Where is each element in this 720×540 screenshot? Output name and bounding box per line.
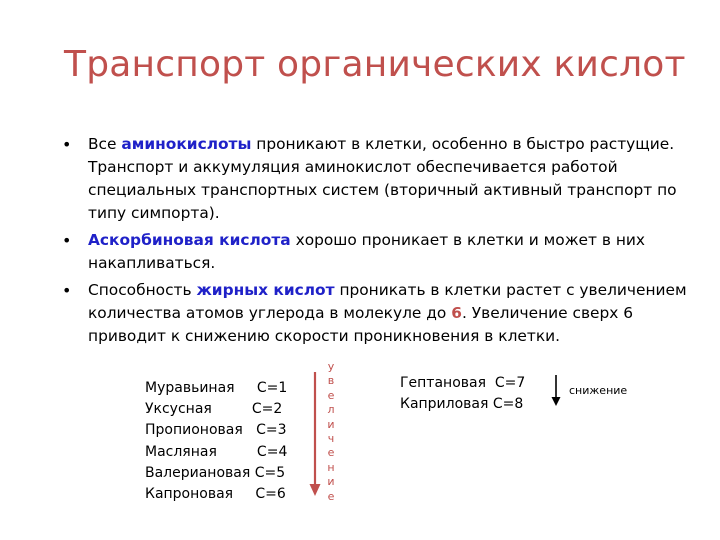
acid-row: Валериановая С=5 xyxy=(145,464,286,481)
slide-title: Транспорт органических кислот xyxy=(64,44,686,85)
bullet-text-mid: проникать в клетки растет с увеличением количества атомов углерода в молекуле до xyxy=(88,281,687,322)
bullet-text-post: хорошо проникает в клетки и может в них накапливаться. xyxy=(88,231,646,272)
acid-row: Масляная С=4 xyxy=(145,443,288,460)
acid-row: Пропионовая С=3 xyxy=(145,422,287,439)
decrease-label: снижение xyxy=(569,384,628,397)
bullet-text-post: . Увеличение сверх 6 приводит к снижению скорости проникновения в клетки. xyxy=(88,304,634,345)
increase-letter: е xyxy=(327,446,335,460)
acid-list-right xyxy=(400,373,525,415)
bullet-item xyxy=(62,279,702,348)
acid-row: Каприловая С=8 xyxy=(400,396,524,413)
increase-letter: и xyxy=(327,475,335,489)
bullet-text-post: проникают в клетки, особенно в быстро растущие. Транспорт и аккумуляция аминокислот обеспечивается работой специальных транспортных систем (вторичный активный транспорт по типу симпорта). xyxy=(88,135,677,222)
bullet-highlight: аминокислоты xyxy=(121,135,252,153)
bullet-highlight: Аскорбиновая кислота xyxy=(88,231,291,249)
acid-list-left xyxy=(145,378,287,505)
increase-letter: н xyxy=(327,460,335,474)
increase-letter: и xyxy=(327,417,335,431)
bullet-item xyxy=(62,229,702,275)
acid-row: Муравьиная С=1 xyxy=(145,380,288,396)
increase-letter: е xyxy=(327,489,335,503)
increase-letter: ч xyxy=(327,432,335,446)
bullet-text-pre: Способность xyxy=(88,281,197,299)
bullet-highlight: жирных кислот xyxy=(196,281,335,299)
bullet-number: 6 xyxy=(451,304,462,322)
bullet-item xyxy=(62,133,702,225)
increase-arrow-icon xyxy=(310,372,321,496)
decrease-arrow-icon xyxy=(552,375,561,406)
acid-row: Капроновая С=6 xyxy=(145,486,286,503)
acid-row: Уксусная С=2 xyxy=(145,401,283,418)
acid-row: Гептановая С=7 xyxy=(400,375,526,391)
bullet-text-pre: Все xyxy=(88,135,122,153)
increase-letter: в xyxy=(327,374,335,388)
bullet-list xyxy=(62,133,702,352)
bullet-dot-icon: • xyxy=(62,135,72,154)
increase-label-vertical xyxy=(325,360,337,504)
bullet-dot-icon: • xyxy=(62,231,72,250)
bullet-dot-icon: • xyxy=(62,281,72,300)
increase-letter: у xyxy=(327,360,335,373)
increase-letter: е xyxy=(327,388,335,402)
increase-letter: л xyxy=(327,403,335,417)
